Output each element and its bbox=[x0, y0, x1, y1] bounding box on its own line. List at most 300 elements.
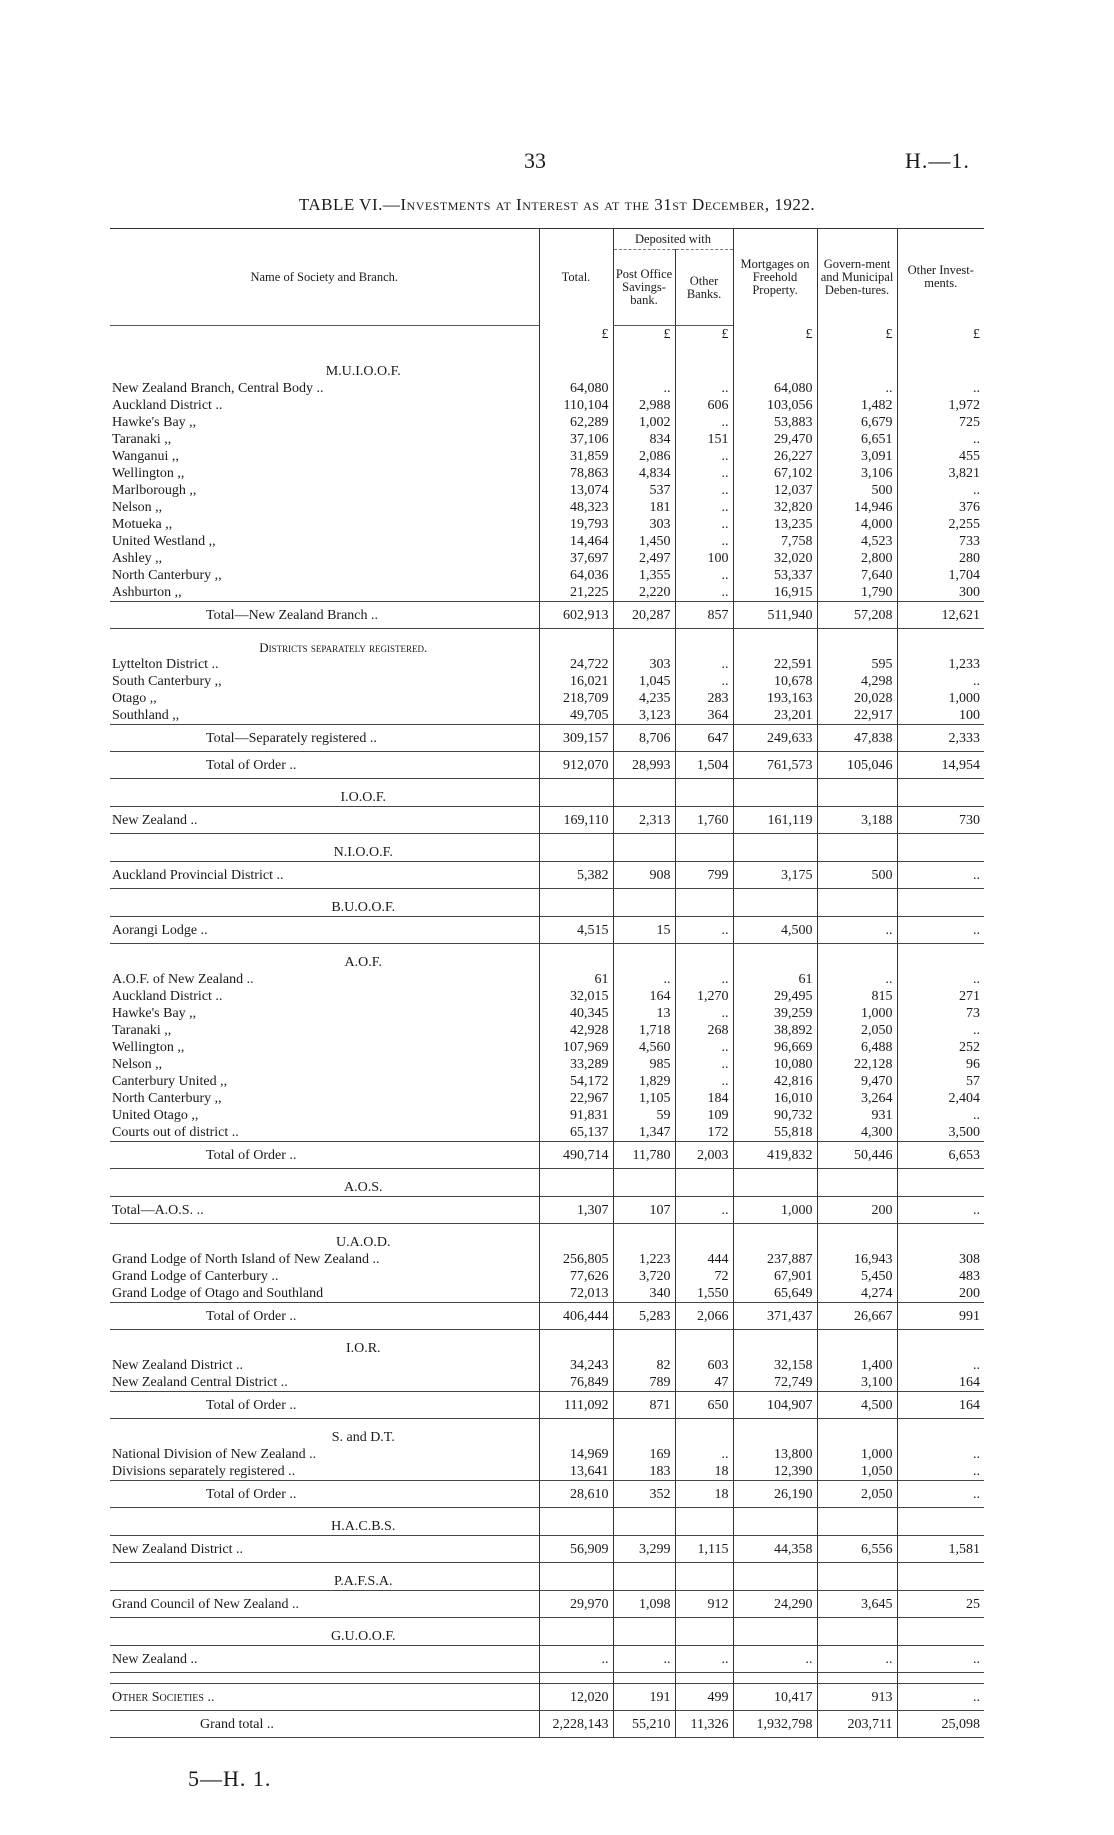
table-row bbox=[110, 1107, 984, 1124]
section-heading-row bbox=[110, 1340, 984, 1357]
cell-mortgages: 104,907 bbox=[733, 1392, 817, 1419]
cell-total bbox=[539, 954, 613, 971]
spacer-cell bbox=[733, 944, 817, 955]
cell-total: 31,859 bbox=[539, 448, 613, 465]
total-row bbox=[110, 725, 984, 752]
cell-post-office bbox=[613, 363, 675, 380]
cell-other-investments: 25 bbox=[897, 1591, 984, 1618]
spacer-cell bbox=[817, 1618, 897, 1629]
cell-total: 4,515 bbox=[539, 917, 613, 944]
cell-other-banks: .. bbox=[675, 414, 733, 431]
cell-post-office: 1,347 bbox=[613, 1124, 675, 1142]
spacer-row bbox=[110, 834, 984, 845]
cell-other-banks: 109 bbox=[675, 1107, 733, 1124]
cell-mortgages: 65,649 bbox=[733, 1285, 817, 1303]
spacer-cell bbox=[613, 1618, 675, 1629]
row-name: Auckland District .. bbox=[112, 398, 223, 413]
cell-government: 1,050 bbox=[817, 1463, 897, 1481]
spacer-cell bbox=[733, 1224, 817, 1235]
spacer-cell bbox=[539, 353, 613, 363]
cell-post-office: 107 bbox=[613, 1197, 675, 1224]
cell-government bbox=[817, 1628, 897, 1646]
cell-other-banks: 606 bbox=[675, 397, 733, 414]
table-row bbox=[110, 1285, 984, 1303]
section-name: M.U.I.O.O.F. bbox=[325, 364, 401, 379]
spacer-cell bbox=[539, 343, 613, 353]
cell-other-investments bbox=[897, 1518, 984, 1536]
row-name: South Canterbury ,, bbox=[112, 674, 222, 689]
cell-other-investments: £ bbox=[897, 326, 984, 344]
spacer-cell bbox=[675, 1673, 733, 1684]
cell-other-banks bbox=[675, 1179, 733, 1197]
cell-other-investments: .. bbox=[897, 971, 984, 988]
row-name: Lyttelton District .. bbox=[112, 657, 219, 672]
section-name: A.O.F. bbox=[344, 955, 382, 970]
document-reference: H.—1. bbox=[905, 148, 970, 173]
cell-post-office: 1,105 bbox=[613, 1090, 675, 1107]
table-row bbox=[110, 499, 984, 516]
spacer-cell bbox=[613, 1224, 675, 1235]
spacer-cell bbox=[733, 343, 817, 353]
cell-other-investments: 300 bbox=[897, 584, 984, 602]
cell-other-banks bbox=[675, 899, 733, 917]
spacer-cell bbox=[613, 944, 675, 955]
cell-other-investments: .. bbox=[897, 1646, 984, 1673]
cell-post-office: .. bbox=[613, 971, 675, 988]
cell-other-investments: 1,233 bbox=[897, 656, 984, 673]
row-name: Grand total .. bbox=[110, 1711, 539, 1738]
table-row bbox=[110, 465, 984, 482]
table-row bbox=[110, 326, 984, 344]
cell-other-banks: .. bbox=[675, 971, 733, 988]
spacer-cell bbox=[613, 1563, 675, 1574]
spacer-cell bbox=[733, 1673, 817, 1684]
cell-other-investments bbox=[897, 1628, 984, 1646]
spacer-cell bbox=[897, 1169, 984, 1180]
cell-other-banks: £ bbox=[675, 326, 733, 344]
cell-mortgages: 10,417 bbox=[733, 1684, 817, 1711]
cell-mortgages: £ bbox=[733, 326, 817, 344]
cell-mortgages: 16,915 bbox=[733, 584, 817, 602]
section-heading-row bbox=[110, 1234, 984, 1251]
cell-post-office: 2,313 bbox=[613, 807, 675, 834]
spacer-cell bbox=[675, 1169, 733, 1180]
row-name: Other Societies .. bbox=[110, 1684, 539, 1711]
spacer-cell bbox=[675, 1419, 733, 1430]
cell-government: .. bbox=[817, 380, 897, 397]
cell-other-investments: .. bbox=[897, 1481, 984, 1508]
row-name: New Zealand .. bbox=[110, 807, 539, 834]
cell-total bbox=[539, 844, 613, 862]
cell-total: 61 bbox=[539, 971, 613, 988]
cell-mortgages: 26,190 bbox=[733, 1481, 817, 1508]
cell-other-banks: .. bbox=[675, 448, 733, 465]
cell-mortgages: 419,832 bbox=[733, 1142, 817, 1169]
table-row bbox=[110, 988, 984, 1005]
spacer-cell bbox=[613, 889, 675, 900]
cell-other-banks: .. bbox=[675, 656, 733, 673]
cell-mortgages: 72,749 bbox=[733, 1374, 817, 1392]
cell-other-banks: .. bbox=[675, 1073, 733, 1090]
cell-post-office: 1,223 bbox=[613, 1251, 675, 1268]
spacer-cell bbox=[110, 1508, 539, 1519]
cell-government: 22,128 bbox=[817, 1056, 897, 1073]
cell-mortgages: 1,932,798 bbox=[733, 1711, 817, 1738]
row-name: Wellington ,, bbox=[112, 1040, 185, 1055]
cell-other-banks bbox=[675, 1518, 733, 1536]
row-name: Courts out of district .. bbox=[112, 1125, 239, 1140]
cell-government: 1,400 bbox=[817, 1357, 897, 1374]
spacer-cell bbox=[110, 779, 539, 790]
cell-other-investments: 12,621 bbox=[897, 602, 984, 629]
spacer-row bbox=[110, 629, 984, 640]
cell-total: 107,969 bbox=[539, 1039, 613, 1056]
table-row bbox=[110, 380, 984, 397]
row-name: United Westland ,, bbox=[112, 534, 216, 549]
row-name: Nelson ,, bbox=[112, 500, 163, 515]
cell-post-office: 15 bbox=[613, 917, 675, 944]
spacer-cell bbox=[817, 1419, 897, 1430]
cell-post-office bbox=[613, 844, 675, 862]
cell-total: 309,157 bbox=[539, 725, 613, 752]
cell-total bbox=[539, 363, 613, 380]
cell-total bbox=[539, 1179, 613, 1197]
cell-other-banks bbox=[675, 1234, 733, 1251]
table-row bbox=[110, 1056, 984, 1073]
cell-government: 931 bbox=[817, 1107, 897, 1124]
spacer-row bbox=[110, 1330, 984, 1341]
table-title bbox=[0, 195, 1114, 215]
cell-other-banks: 1,115 bbox=[675, 1536, 733, 1563]
spacer-row bbox=[110, 889, 984, 900]
cell-mortgages: 103,056 bbox=[733, 397, 817, 414]
table-row bbox=[110, 1022, 984, 1039]
row-name: Total of Order .. bbox=[110, 1303, 539, 1330]
cell-other-investments: .. bbox=[897, 673, 984, 690]
cell-mortgages: 4,500 bbox=[733, 917, 817, 944]
spacer-cell bbox=[675, 1330, 733, 1341]
cell-post-office bbox=[613, 899, 675, 917]
cell-total: 65,137 bbox=[539, 1124, 613, 1142]
cell-mortgages: 22,591 bbox=[733, 656, 817, 673]
cell-post-office: 2,988 bbox=[613, 397, 675, 414]
cell-other-investments bbox=[897, 789, 984, 807]
cell-total: 33,289 bbox=[539, 1056, 613, 1073]
cell-other-banks: 1,550 bbox=[675, 1285, 733, 1303]
cell-total bbox=[539, 899, 613, 917]
cell-total: 5,382 bbox=[539, 862, 613, 889]
cell-total: 49,705 bbox=[539, 707, 613, 725]
cell-post-office bbox=[613, 1179, 675, 1197]
cell-mortgages: 3,175 bbox=[733, 862, 817, 889]
spacer-cell bbox=[817, 353, 897, 363]
cell-post-office bbox=[613, 1234, 675, 1251]
row-name: Ashley ,, bbox=[112, 551, 163, 566]
cell-mortgages: 61 bbox=[733, 971, 817, 988]
spacer-row bbox=[110, 1169, 984, 1180]
cell-total: 602,913 bbox=[539, 602, 613, 629]
cell-total: 406,444 bbox=[539, 1303, 613, 1330]
cell-other-investments: 308 bbox=[897, 1251, 984, 1268]
cell-total: 110,104 bbox=[539, 397, 613, 414]
cell-other-investments: 733 bbox=[897, 533, 984, 550]
spacer-row bbox=[110, 343, 984, 353]
row-name: New Zealand District .. bbox=[112, 1358, 244, 1373]
spacer-cell bbox=[897, 944, 984, 955]
cell-mortgages: 193,163 bbox=[733, 690, 817, 707]
spacer-row bbox=[110, 353, 984, 363]
spacer-cell bbox=[675, 343, 733, 353]
cell-other-banks: 647 bbox=[675, 725, 733, 752]
row-name: Hawke's Bay ,, bbox=[112, 1006, 197, 1021]
table-row bbox=[110, 1073, 984, 1090]
cell-total: 19,793 bbox=[539, 516, 613, 533]
cell-total bbox=[539, 1573, 613, 1591]
spacer-cell bbox=[817, 1224, 897, 1235]
row-name: North Canterbury ,, bbox=[112, 1091, 222, 1106]
cell-post-office: 834 bbox=[613, 431, 675, 448]
row-name: A.O.F. of New Zealand .. bbox=[112, 972, 254, 987]
row-name: Taranaki ,, bbox=[112, 1023, 172, 1038]
spacer-cell bbox=[675, 1618, 733, 1629]
spacer-row bbox=[110, 944, 984, 955]
cell-other-banks: 2,066 bbox=[675, 1303, 733, 1330]
cell-total: 37,697 bbox=[539, 550, 613, 567]
spacer-cell bbox=[817, 1330, 897, 1341]
cell-mortgages bbox=[733, 1429, 817, 1446]
table-row bbox=[110, 1536, 984, 1563]
cell-government: 500 bbox=[817, 862, 897, 889]
cell-post-office: 1,002 bbox=[613, 414, 675, 431]
spacer-cell bbox=[613, 353, 675, 363]
spacer-cell bbox=[733, 1563, 817, 1574]
cell-total: 218,709 bbox=[539, 690, 613, 707]
cell-other-investments: 2,255 bbox=[897, 516, 984, 533]
cell-other-banks: .. bbox=[675, 516, 733, 533]
total-row bbox=[110, 1142, 984, 1169]
cell-other-banks bbox=[675, 1429, 733, 1446]
cell-post-office: £ bbox=[613, 326, 675, 344]
row-name: Grand Lodge of Canterbury .. bbox=[112, 1269, 279, 1284]
cell-mortgages: 12,390 bbox=[733, 1463, 817, 1481]
cell-government: 57,208 bbox=[817, 602, 897, 629]
cell-other-banks: .. bbox=[675, 482, 733, 499]
cell-total: £ bbox=[539, 326, 613, 344]
spacer-cell bbox=[733, 1330, 817, 1341]
row-name: New Zealand .. bbox=[110, 1646, 539, 1673]
total-row bbox=[110, 752, 984, 779]
cell-post-office: 3,720 bbox=[613, 1268, 675, 1285]
cell-total: 91,831 bbox=[539, 1107, 613, 1124]
cell-government: 26,667 bbox=[817, 1303, 897, 1330]
cell-other-investments: .. bbox=[897, 431, 984, 448]
cell-post-office bbox=[613, 639, 675, 656]
cell-total: 72,013 bbox=[539, 1285, 613, 1303]
cell-total: 40,345 bbox=[539, 1005, 613, 1022]
row-name: Grand Council of New Zealand .. bbox=[110, 1591, 539, 1618]
cell-total: 912,070 bbox=[539, 752, 613, 779]
cell-other-banks: 799 bbox=[675, 862, 733, 889]
spacer-cell bbox=[613, 1508, 675, 1519]
cell-post-office: 2,220 bbox=[613, 584, 675, 602]
cell-post-office: 1,098 bbox=[613, 1591, 675, 1618]
spacer-cell bbox=[897, 1673, 984, 1684]
cell-total: 54,172 bbox=[539, 1073, 613, 1090]
spacer-cell bbox=[733, 1618, 817, 1629]
cell-mortgages: 39,259 bbox=[733, 1005, 817, 1022]
table-row bbox=[110, 482, 984, 499]
table-row bbox=[110, 1446, 984, 1463]
row-name: Grand Lodge of North Island of New Zealand .. bbox=[112, 1252, 380, 1267]
spacer-cell bbox=[817, 779, 897, 790]
row-name: Wanganui ,, bbox=[112, 449, 179, 464]
cell-government: 3,188 bbox=[817, 807, 897, 834]
cell-government bbox=[817, 1340, 897, 1357]
footer-reference: 5—H. 1. bbox=[188, 1766, 272, 1791]
row-name: Motueka ,, bbox=[112, 517, 173, 532]
header-other-investments: Other Invest-ments. bbox=[897, 229, 984, 326]
cell-mortgages bbox=[733, 1340, 817, 1357]
spacer-cell bbox=[613, 1169, 675, 1180]
cell-mortgages: 249,633 bbox=[733, 725, 817, 752]
cell-other-banks: 912 bbox=[675, 1591, 733, 1618]
cell-total: .. bbox=[539, 1646, 613, 1673]
row-name: Auckland Provincial District .. bbox=[110, 862, 539, 889]
cell-post-office: 3,299 bbox=[613, 1536, 675, 1563]
spacer-cell bbox=[817, 343, 897, 353]
cell-mortgages bbox=[733, 899, 817, 917]
cell-mortgages: 53,337 bbox=[733, 567, 817, 584]
cell-mortgages: 26,227 bbox=[733, 448, 817, 465]
cell-mortgages: 1,000 bbox=[733, 1197, 817, 1224]
row-name: Total—New Zealand Branch .. bbox=[110, 602, 539, 629]
cell-government: 6,488 bbox=[817, 1039, 897, 1056]
spacer-cell bbox=[817, 834, 897, 845]
cell-mortgages: 10,678 bbox=[733, 673, 817, 690]
cell-government: 203,711 bbox=[817, 1711, 897, 1738]
section-heading-row bbox=[110, 1518, 984, 1536]
spacer-cell bbox=[539, 1224, 613, 1235]
cell-total: 22,967 bbox=[539, 1090, 613, 1107]
cell-government: 200 bbox=[817, 1197, 897, 1224]
cell-other-investments: .. bbox=[897, 1446, 984, 1463]
section-heading-row bbox=[110, 899, 984, 917]
cell-total: 76,849 bbox=[539, 1374, 613, 1392]
cell-other-banks: .. bbox=[675, 380, 733, 397]
row-name: New Zealand Branch, Central Body .. bbox=[112, 381, 324, 396]
cell-other-investments: 2,333 bbox=[897, 725, 984, 752]
table-row bbox=[110, 1005, 984, 1022]
cell-government: .. bbox=[817, 1646, 897, 1673]
spacer-cell bbox=[897, 1419, 984, 1430]
cell-post-office: 537 bbox=[613, 482, 675, 499]
spacer-cell bbox=[110, 834, 539, 845]
cell-total: 14,969 bbox=[539, 1446, 613, 1463]
row-name: Total of Order .. bbox=[110, 752, 539, 779]
cell-other-banks bbox=[675, 844, 733, 862]
cell-post-office bbox=[613, 1628, 675, 1646]
cell-other-investments: .. bbox=[897, 917, 984, 944]
cell-government: 6,651 bbox=[817, 431, 897, 448]
spacer-cell bbox=[675, 889, 733, 900]
cell-government: 1,482 bbox=[817, 397, 897, 414]
spacer-row bbox=[110, 1563, 984, 1574]
cell-total: 256,805 bbox=[539, 1251, 613, 1268]
cell-other-investments bbox=[897, 1429, 984, 1446]
table-row bbox=[110, 550, 984, 567]
header-deposited-with: Deposited with bbox=[613, 229, 733, 250]
row-name: New Zealand District .. bbox=[110, 1536, 539, 1563]
cell-other-banks: 172 bbox=[675, 1124, 733, 1142]
cell-other-banks: 364 bbox=[675, 707, 733, 725]
spacer-cell bbox=[110, 1673, 539, 1684]
row-name: Total of Order .. bbox=[110, 1142, 539, 1169]
cell-other-banks: 47 bbox=[675, 1374, 733, 1392]
cell-total bbox=[539, 1234, 613, 1251]
spacer-cell bbox=[110, 1330, 539, 1341]
cell-post-office: 5,283 bbox=[613, 1303, 675, 1330]
cell-government: 4,500 bbox=[817, 1392, 897, 1419]
cell-other-investments bbox=[897, 1573, 984, 1591]
cell-other-banks: .. bbox=[675, 465, 733, 482]
cell-mortgages bbox=[733, 639, 817, 656]
cell-post-office: 871 bbox=[613, 1392, 675, 1419]
table-body bbox=[110, 326, 984, 1738]
cell-other-investments: 96 bbox=[897, 1056, 984, 1073]
cell-post-office: 191 bbox=[613, 1684, 675, 1711]
cell-government bbox=[817, 1518, 897, 1536]
cell-mortgages bbox=[733, 1628, 817, 1646]
spacer-cell bbox=[539, 629, 613, 640]
cell-mortgages: 23,201 bbox=[733, 707, 817, 725]
cell-mortgages: 96,669 bbox=[733, 1039, 817, 1056]
spacer-cell bbox=[110, 1563, 539, 1574]
cell-post-office: 908 bbox=[613, 862, 675, 889]
spacer-cell bbox=[817, 1169, 897, 1180]
cell-other-investments: .. bbox=[897, 862, 984, 889]
cell-government: .. bbox=[817, 971, 897, 988]
spacer-cell bbox=[110, 1618, 539, 1629]
cell-total: 2,228,143 bbox=[539, 1711, 613, 1738]
cell-other-investments: 455 bbox=[897, 448, 984, 465]
spacer-cell bbox=[675, 353, 733, 363]
spacer-cell bbox=[539, 1508, 613, 1519]
row-name: North Canterbury ,, bbox=[112, 568, 222, 583]
cell-other-banks bbox=[675, 954, 733, 971]
spacer-cell bbox=[733, 629, 817, 640]
cell-other-banks: 11,326 bbox=[675, 1711, 733, 1738]
cell-post-office bbox=[613, 954, 675, 971]
cell-government: 3,106 bbox=[817, 465, 897, 482]
cell-total: 77,626 bbox=[539, 1268, 613, 1285]
cell-mortgages: .. bbox=[733, 1646, 817, 1673]
cell-government: 3,091 bbox=[817, 448, 897, 465]
spacer-cell bbox=[817, 1508, 897, 1519]
cell-government: 1,000 bbox=[817, 1446, 897, 1463]
cell-government: 50,446 bbox=[817, 1142, 897, 1169]
cell-government: 3,100 bbox=[817, 1374, 897, 1392]
cell-government: 3,264 bbox=[817, 1090, 897, 1107]
cell-government: 500 bbox=[817, 482, 897, 499]
table-row bbox=[110, 567, 984, 584]
cell-government: 2,050 bbox=[817, 1022, 897, 1039]
cell-other-investments: 991 bbox=[897, 1303, 984, 1330]
cell-government: 14,946 bbox=[817, 499, 897, 516]
spacer-cell bbox=[675, 1224, 733, 1235]
spacer-cell bbox=[613, 1673, 675, 1684]
page-number: 33 bbox=[524, 148, 546, 173]
spacer-row bbox=[110, 1618, 984, 1629]
